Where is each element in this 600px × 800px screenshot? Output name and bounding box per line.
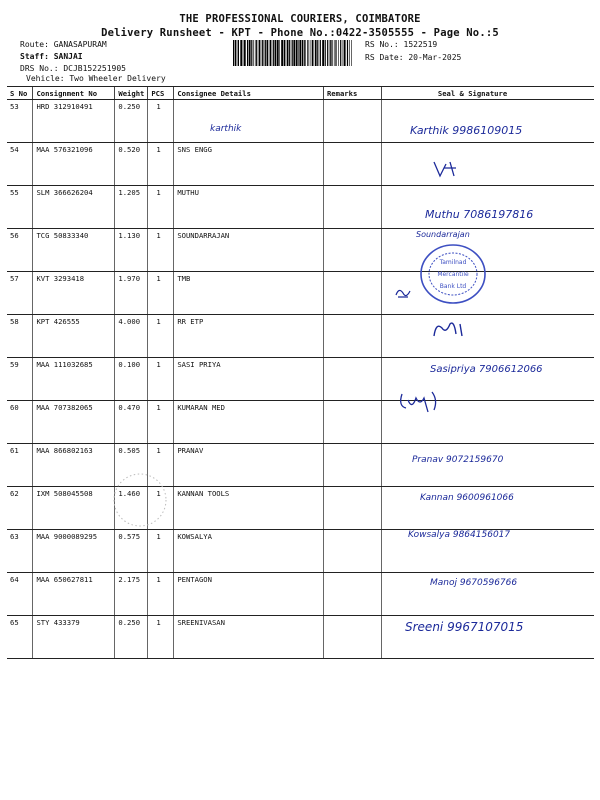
barcode-bar (325, 40, 326, 66)
barcode-bar (347, 40, 348, 66)
pieces-cell: 1 (148, 616, 174, 659)
route-label: Route: GANASAPURAM (20, 40, 107, 49)
serial-number-cell: 55 (7, 186, 33, 229)
consignee-cell: SASI PRIYA (174, 358, 324, 401)
weight-cell: 0.100 (115, 358, 148, 401)
consignee-cell: RR ETP (174, 315, 324, 358)
pieces-cell: 1 (148, 143, 174, 186)
consignment-number-cell: MAA 9000089295 (33, 530, 115, 573)
weight-cell: 0.505 (115, 444, 148, 487)
barcode-bar (256, 40, 257, 66)
weight-cell: 1.460 (115, 487, 148, 530)
signature-scribble (430, 318, 470, 342)
signature-scribble (393, 285, 415, 301)
signature: Pranav 9072159670 (412, 455, 504, 465)
barcode-bar (322, 40, 324, 66)
remarks-cell (323, 272, 381, 315)
seal-stamp (418, 242, 488, 306)
pieces-cell: 1 (148, 573, 174, 616)
consignee-cell: SREENIVASAN (174, 616, 324, 659)
signature-cell (381, 444, 594, 487)
column-header: Remarks (323, 87, 381, 100)
remarks-cell (323, 487, 381, 530)
pieces-cell: 1 (148, 401, 174, 444)
remarks-cell (323, 186, 381, 229)
consignment-number-cell: KPT 426555 (33, 315, 115, 358)
weight-cell: 2.175 (115, 573, 148, 616)
rs-number: RS No.: 1522519 (365, 40, 438, 49)
signature-cell (381, 143, 594, 186)
serial-number-cell: 54 (7, 143, 33, 186)
barcode-bar (296, 40, 298, 66)
barcode-bar (267, 40, 269, 66)
barcode-bar (320, 40, 321, 66)
weight-cell: 0.520 (115, 143, 148, 186)
pieces-cell: 1 (148, 186, 174, 229)
table-header-row (7, 87, 594, 100)
consignment-number-cell: MAA 707382065 (33, 401, 115, 444)
serial-number-cell: 62 (7, 487, 33, 530)
svg-text:Bank Ltd: Bank Ltd (439, 283, 467, 290)
pieces-cell: 1 (148, 272, 174, 315)
column-header: S No (7, 87, 33, 100)
consignee-cell: KANNAN TOOLS (174, 487, 324, 530)
barcode-bar (284, 40, 286, 66)
barcode-bar (275, 40, 277, 66)
consignee-cell: KUMARAN MED (174, 401, 324, 444)
barcode-bar (343, 40, 344, 66)
svg-text:Tamilnad: Tamilnad (439, 259, 467, 266)
column-header: Consignee Details (174, 87, 324, 100)
barcode-bar (331, 40, 332, 66)
barcode-bar (264, 40, 265, 66)
consignment-number-cell: MAA 576321096 (33, 143, 115, 186)
handwritten-consignee: karthik (210, 124, 242, 134)
barcode-bar (336, 40, 337, 66)
signature-cell (381, 315, 594, 358)
signature-cell (381, 186, 594, 229)
signature: Muthu 7086197816 (425, 208, 534, 221)
consignee-cell: SOUNDARRAJAN (174, 229, 324, 272)
table-row (7, 444, 594, 487)
weight-cell: 0.575 (115, 530, 148, 573)
pieces-cell: 1 (148, 229, 174, 272)
signature: Kannan 9600961066 (420, 493, 514, 503)
barcode-bar (270, 40, 272, 66)
svg-text:Mercantile: Mercantile (437, 271, 469, 278)
serial-number-cell: 57 (7, 272, 33, 315)
remarks-cell (323, 401, 381, 444)
remarks-cell (323, 229, 381, 272)
consignment-number-cell: IXM 508045508 (33, 487, 115, 530)
consignee-cell (174, 100, 324, 143)
barcode-bar (273, 40, 274, 66)
weight-cell: 4.000 (115, 315, 148, 358)
consignment-number-cell: MAA 866802163 (33, 444, 115, 487)
consignee-cell: PRANAV (174, 444, 324, 487)
barcode-bar (249, 40, 251, 66)
barcode-bar (243, 40, 244, 66)
serial-number-cell: 60 (7, 401, 33, 444)
serial-number-cell: 65 (7, 616, 33, 659)
table-row (7, 229, 594, 272)
barcode-bar (305, 40, 306, 66)
barcode-bar (279, 40, 280, 66)
barcode-bar (302, 40, 303, 66)
barcode-bar (238, 40, 239, 66)
column-header: PCS (148, 87, 174, 100)
faint-stamp-ring (110, 470, 170, 530)
weight-cell: 1.130 (115, 229, 148, 272)
signature-scribble (430, 158, 470, 180)
barcode-bar (292, 40, 293, 66)
barcode-bar (237, 40, 238, 66)
barcode-bar (251, 40, 252, 66)
signature-scribble (396, 386, 456, 416)
company-title: THE PROFESSIONAL COURIERS, COIMBATORE (179, 13, 421, 25)
pieces-cell: 1 (148, 358, 174, 401)
barcode-bar (289, 40, 290, 66)
barcode-bar (351, 40, 352, 66)
runsheet-subtitle: Delivery Runsheet - KPT - Phone No.:0422-3505555 - Page No.:5 (101, 27, 499, 39)
staff-label: Staff: SANJAI (20, 52, 83, 61)
pieces-cell: 1 (148, 444, 174, 487)
barcode-bar (253, 40, 254, 66)
consignment-number-cell: STY 433379 (33, 616, 115, 659)
barcode-bar (259, 40, 261, 66)
signature: Manoj 9670596766 (430, 578, 518, 588)
barcode-bar (340, 40, 341, 66)
table-row (7, 186, 594, 229)
barcode-bar (315, 40, 317, 66)
vehicle-label: Vehicle: Two Wheeler Delivery (26, 74, 166, 83)
serial-number-cell: 63 (7, 530, 33, 573)
barcode-bar (327, 40, 328, 66)
barcode-bar (293, 40, 295, 66)
consignment-number-cell: MAA 111032685 (33, 358, 115, 401)
barcode-bar (235, 40, 236, 66)
barcode-bar (262, 40, 263, 66)
signature: Karthik 9986109015 (410, 124, 523, 137)
table-row (7, 315, 594, 358)
barcode-bar (334, 40, 335, 66)
weight-cell: 0.470 (115, 401, 148, 444)
weight-cell: 1.970 (115, 272, 148, 315)
barcode-bar (344, 40, 346, 66)
rs-date: RS Date: 20-Mar-2025 (365, 53, 462, 62)
table-row (7, 272, 594, 315)
serial-number-cell: 58 (7, 315, 33, 358)
barcode-bar (244, 40, 246, 66)
signature: Sreeni 9967107015 (405, 620, 524, 634)
barcode-bar (247, 40, 248, 66)
table-row (7, 143, 594, 186)
barcode-bar (307, 40, 308, 66)
barcode-bar (240, 40, 242, 66)
remarks-cell (323, 573, 381, 616)
pieces-cell: 1 (148, 530, 174, 573)
column-header: Weight (115, 87, 148, 100)
weight-cell: 0.250 (115, 100, 148, 143)
signature: Kowsalya 9864156017 (408, 530, 511, 540)
remarks-cell (323, 100, 381, 143)
remarks-cell (323, 358, 381, 401)
remarks-cell (323, 444, 381, 487)
column-header: Consignment No (33, 87, 115, 100)
barcode-bar (338, 40, 339, 66)
table-row (7, 401, 594, 444)
barcode-bar (281, 40, 283, 66)
consignee-cell: KOWSALYA (174, 530, 324, 573)
consignment-number-cell: SLM 366626204 (33, 186, 115, 229)
barcode-bar (298, 40, 299, 66)
consignment-number-cell: HRD 312910491 (33, 100, 115, 143)
barcode-bar (335, 40, 336, 66)
barcode (233, 40, 353, 66)
remarks-cell (323, 143, 381, 186)
pieces-cell: 1 (148, 315, 174, 358)
pieces-cell: 1 (148, 487, 174, 530)
barcode-bar (233, 40, 234, 66)
barcode-bar (349, 40, 350, 66)
consignment-number-cell: KVT 3293418 (33, 272, 115, 315)
barcode-bar (299, 40, 301, 66)
serial-number-cell: 61 (7, 444, 33, 487)
pieces-cell: 1 (148, 100, 174, 143)
consignment-number-cell: TCG 50833340 (33, 229, 115, 272)
remarks-cell (323, 530, 381, 573)
serial-number-cell: 64 (7, 573, 33, 616)
weight-cell: 0.250 (115, 616, 148, 659)
serial-number-cell: 56 (7, 229, 33, 272)
consignee-cell: PENTAGON (174, 573, 324, 616)
barcode-bar (310, 40, 311, 66)
drs-number: DRS No.: DCJB152251905 (20, 64, 126, 73)
column-header: Seal & Signature (381, 87, 594, 100)
barcode-bar (265, 40, 266, 66)
consignee-cell: TMB (174, 272, 324, 315)
signature: Sasipriya 7906612066 (430, 364, 543, 375)
serial-number-cell: 59 (7, 358, 33, 401)
barcode-bar (287, 40, 289, 66)
consignment-number-cell: MAA 650627811 (33, 573, 115, 616)
serial-number-cell: 53 (7, 100, 33, 143)
barcode-bar (277, 40, 279, 66)
consignee-cell: MUTHU (174, 186, 324, 229)
barcode-bar (312, 40, 314, 66)
barcode-bar (330, 40, 331, 66)
consignee-cell: SNS ENGG (174, 143, 324, 186)
signature: Soundarrajan (416, 230, 470, 239)
remarks-cell (323, 315, 381, 358)
remarks-cell (323, 616, 381, 659)
barcode-bar (255, 40, 256, 66)
barcode-bar (317, 40, 318, 66)
barcode-bar (304, 40, 305, 66)
weight-cell: 1.205 (115, 186, 148, 229)
